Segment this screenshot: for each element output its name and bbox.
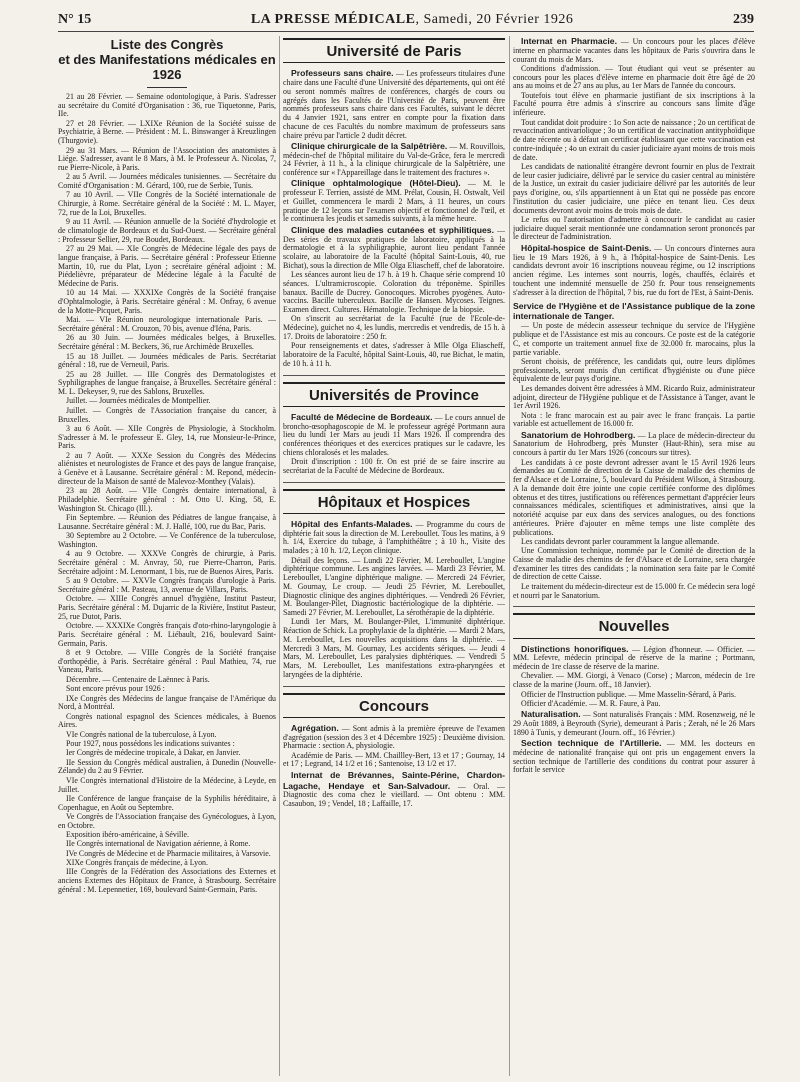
notice-text: — Programme du cours de diphtérie fait sous la direction de M. Lereboullet. Tous les matins, à 9 h. 1/4, Exercice du tubage, à l'amphithéâtre ; à 10 h., Visite des malades ; à 10 h. 1/2, Leçon clinique. xyxy=(283,519,505,556)
notice-heading: Hôpital des Enfants-Malades. xyxy=(291,518,413,529)
notice-text: — Les professeurs titulaires d'une chaire dans une Faculté d'une Université des départements, qui ont été ou seront nommés maîtres de conférences, chargés de cours ou agrégés dans les Facultés de l'Université de Paris, peuvent être nommés professeurs sans chaire dans ces Facultés, suivant le décret du 4 Janvier 1921, sans entrer en compte pour la fixation dans chacune de ces Facultés du nombre maximum de professeurs sans chaire prévu par l'article 2 dudit décret. xyxy=(283,69,505,140)
section-rule xyxy=(513,606,755,607)
notice-paragraph: Pour renseignements et dates, s'adresser à Mlle Olga Eliascheff, laboratoire de la Faculté, hôpital Saint-Louis, 40, rue Bichat, le matin, de 10 h. à 11 h. xyxy=(283,341,505,368)
notice-paragraph: Les demandes doivent être adressées à MM. Ricardo Ruiz, administrateur adjoint, directeur de l'Hygiène publique et de l'Assistance à Tanger, avant le 1er Avril 1926. xyxy=(513,383,755,411)
notice-paragraph: Officier d'Académie. — M. R. Faure, à Pau. xyxy=(521,698,661,708)
notice-heading: Internat de Brévannes, Sainte-Périne, Chardon-Lagache, Hendaye et San-Salvadour. xyxy=(283,769,505,791)
section-title-province: Universités de Province xyxy=(283,382,505,407)
notice-paragraph: On s'inscrit au secrétariat de la Faculté (rue de l'Ecole-de-Médecine), guichet no 4, les lundis, mercredis et vendredis, de 15 h. à 17. Droits de laboratoire : 250 fr. xyxy=(283,314,505,341)
congress-entry: IIe Session du Congrès médical australien, à Dunedin (Nouvelle-Zélande) du 2 au 9 Février. xyxy=(58,757,276,776)
notice-text: — M. le professeur F. Terrien, assisté de MM. Prélat, Cousin, H. Ostwalt, Veil et Guillet, commencera le mardi 2 Mars, à 11 heures, un cours pratique de 12 leçons sur l'examen objectif et fonctionnel de l'œil, et le continuera les jeudis et samedis suivants, à la même heure. xyxy=(283,179,505,224)
notice-text: — Légion d'honneur. — Officier. — MM. Lefevre, médecin principal de réserve de la marine ; Portmann, médecin de 1re classe de réserve de la marine. xyxy=(513,644,755,672)
notice-text: Droit d'inscription : 100 fr. On est prié de se faire inscrire au secrétariat de la Faculté de Médecine de Bordeaux. xyxy=(283,457,505,475)
congress-entry: 23 au 28 Août. — VIIe Congrès dentaire international, à Philadelphie. Secrétaire général : M. Otto U. King, 58, E. Washington St. Chicago (Ill.). xyxy=(58,486,276,513)
congress-entry: Mai. — VIe Réunion neurologique internationale Paris. — Secrétaire général : M. Crouzon, 70 bis, avenue d'Iéna, Paris. xyxy=(58,315,276,334)
column-universities xyxy=(283,36,505,1076)
notice-heading: Section technique de l'Artillerie. xyxy=(521,738,662,749)
congress-entry: Ier Congrès de médecine tropicale, à Dakar, en Janvier. xyxy=(66,748,241,758)
notice-heading: Faculté de Médecine de Bordeaux. xyxy=(291,411,433,422)
notice-text: — M. Rouvillois, médecin-chef de l'hôpital militaire du Val-de-Grâce, fera le mercredi 24 Février, à 11 h., à la clinique chirurgicale de la Salpêtrière, une conférence sur « l'Appareillage dans le traitement des fractures ». xyxy=(283,141,505,178)
congress-entry: Fin Septembre. — Réunion des Pédiatres de langue française, à Lausanne. Secrétaire général : M. J. Hallé, 100, rue du Bac, Paris. xyxy=(58,513,276,531)
column-divider xyxy=(509,36,510,1076)
congress-entry: 26 au 30 Juin. — Journées médicales belges, à Bruxelles. Secrétaire général : M. Beckers, 36, rue Archimède Bruxelles. xyxy=(58,333,276,352)
notice-paragraph: Chevalier. — MM. Giorgi, à Venaco (Corse) ; Marcon, médecin de 1re classe de la marine (Journ. off., 18 Janvier). xyxy=(513,671,755,690)
notice-text: Détail des leçons. — Lundi 22 Février, M. Lereboullet, L'angine diphtérique commune. Les angines larvées. — Mardi 23 Février, M. Lereboullet, L'angine diphtérique maligne. — Mercredi 24 Février, M. Gournay, Le croup. — Jeudi 25 Février, M. Lereboullet, Diagnostic clinique des angines diphtériques. — Vendredi 26 Février, M. Boulanger-Pilet, Diagnostic bactériologique de la diphtérie. — Samedi 27 Février, M. Lereboullet, La sérothérapie de la diphtérie. xyxy=(283,555,505,617)
notice-heading: Sanatorium de Hohrodberg. xyxy=(521,429,636,440)
internat-pharmacie-notice xyxy=(513,36,755,64)
notice-heading: Professeurs sans chaire. xyxy=(291,68,394,79)
notice-text: — Un concours pour les places d'élève interne en pharmacie vacantes dans les hôpitaux de Paris s'ouvrira dans le courant du mois de Mars. xyxy=(513,37,755,64)
agregation-notice xyxy=(283,723,505,751)
congress-entry: 21 au 28 Février. — Semaine odontologique, à Paris. S'adresser au secrétaire du Comité d'Organisation : 36, rue Tiquetonne, Paris, IIe. xyxy=(58,91,276,119)
notice-text: — Un poste de médecin assesseur technique du service de l'Hygiène publique et de l'Assistance est mis au concours. Ce poste est de la catégorie C, et comporte un traitement annuel fixe de 32.000 fr. marocains, plus la partie variable. xyxy=(513,321,755,357)
notice-paragraph: Officier de l'Instruction publique. — Mme Masselin-Sérard, à Paris. xyxy=(521,689,736,699)
congress-entry: Juillet. — Journées médicales de Montpellier. xyxy=(66,396,211,406)
congress-entry: IVe Congrès de Médecine et de Pharmacie militaires, à Varsovie. xyxy=(66,848,271,858)
congress-entry: 25 au 28 Juillet. — IIIe Congrès des Dermatologistes et Syphiligraphes de langue française, à Bruxelles. Secrétaire général : M. L. Dekeyser, 9, rue des Sablons, Bruxelles. xyxy=(58,369,276,397)
issue-number: N° 15 xyxy=(58,12,92,27)
column-congresses xyxy=(58,36,276,1076)
congress-entry: VIe Congrès national de la tuberculose, à Lyon. xyxy=(66,729,217,739)
column-concours-nouvelles xyxy=(513,36,755,1076)
notice-paragraph: Le refus ou l'autorisation d'admettre à concourir le candidat au casier judiciaire duquel serait mentionnée une condamnation seront prononcés par le directeur de l'administration. xyxy=(513,214,755,242)
hohrodberg-notice xyxy=(513,430,755,458)
congress-entry: Juillet. — Congrès de l'Association française du cancer, à Bruxelles. xyxy=(58,405,276,424)
congress-entries xyxy=(58,93,276,895)
notice-text: — Sont naturalisés Français : MM. Rosenzweig, né le 29 Août 1889, à Beyrouth (Syrie), demeurant à Paris ; Zerah, né le 26 Mars 1890 à Tunis, y demeurant (Journ. off., 16 Février.) xyxy=(513,710,755,737)
notice-text: — Sont admis à la première épreuve de l'examen d'agrégation (session des 3 et 4 Décembre 1925) : Deuxième division. Pharmacie : section A, physiologie. xyxy=(283,723,505,751)
section-rule xyxy=(283,375,505,376)
notice-text: Académie de Paris. — MM. Chaillley-Bert, 13 et 17 ; Gournay, 14 et 17 ; Legrand, 14 1/2 et 16 ; Santenoise, 13 1/2 et 17. xyxy=(283,750,505,769)
brevannes-notice xyxy=(283,770,505,809)
notice-text: — La place de médecin-directeur du Sanatorium de Hohrodberg, près Munster (Haut-Rhin), sera mise au concours à partir du 1er Mars 1926 (concours sur titres). xyxy=(513,430,755,458)
section-rule xyxy=(283,482,505,483)
column-divider xyxy=(279,36,280,1076)
notice-paragraph: Seront choisis, de préférence, les candidats qui, outre leurs diplômes professionnels, seront munis d'un certificat d'hygiéniste ou d'une pièce équivalente de leur pays d'origine. xyxy=(513,356,755,384)
notice-heading: Naturalisation. xyxy=(521,709,581,720)
congress-entry: 10 au 14 Mai. — XXXIXe Congrès de la Société française d'Ophtalmologie, à Paris. Secrétaire général : M. Onfray, 6 avenue de la Motte-Picquet, Paris. xyxy=(58,288,276,315)
notice-paragraph: Une Commission technique, nommée par le Comité de direction de la Caisse de maladie des chemins de fer d'Alsace et de Lorraine, sera chargée d'examiner les titres des candidats ; la nomination sera faite par le Comité de direction de cette Caisse. xyxy=(513,546,755,582)
internat-paragraphs xyxy=(513,65,755,242)
notice xyxy=(283,141,505,178)
journal-title xyxy=(251,12,574,28)
congress-entry: IIIe Congrès de la Fédération des Associations des Externes et anciens Externes des Hôpitaux de France, à Strasbourg. Secrétaire général : M. Lepennetier, 169, boulevard Saint-Germain, Paris. xyxy=(58,867,276,894)
journal-name: LA PRESSE MÉDICALE xyxy=(250,12,416,27)
congress-entry: Octobre. — XXXIXe Congrès français d'oto-rhino-laryngologie à Paris. Secrétaire général : M. Liébault, 216, boulevard Saint-Germain, Paris. xyxy=(58,621,276,648)
notice-paragraph: Nota : le franc marocain est au pair avec le franc français. La partie variable est actuellement de 16.000 fr. xyxy=(513,410,755,429)
paris-notices-extra xyxy=(283,271,505,368)
notice-text: — Un concours d'internes aura lieu le 19 Mars 1926, à 9 h., à l'hôpital-hospice de Saint-Denis. Les candidats devront avoir 16 inscriptions nouveau régime, ou 12 inscriptions ancien régime. Les internes sont nourris, logés, chauffés, éclairés et touchent une indemnité mensuelle de 250 fr. Pour tous renseignements s'adresser à la direction de l'hôpital, 7 bis, rue du fort de l'Est, à Saint-Denis. xyxy=(513,243,755,297)
notice-paragraph: Les candidats devront parler couramment la langue allemande. xyxy=(521,536,720,546)
congress-entry: IIe Conférence de langue française de la Syphilis héréditaire, à Copenhague, en Août ou Septembre. xyxy=(58,793,276,812)
congress-entry: 27 au 29 Mai. — XIe Congrès de Médecine légale des pays de langue française, à Paris. — Secrétaire général : Professeur Etienne Martin, 10, rue du Plat, Lyon ; secrétaire général adjoint : M. Piédelièvre, préparateur de Médecine légale à la Faculté de Médecine de Paris. xyxy=(58,244,276,289)
congress-entry: 3 au 6 Août. — XIIe Congrès de Physiologie, à Stockholm. S'adresser à M. le professeur E. Gley, 14, rue Monsieur-le-Prince, Paris. xyxy=(58,423,276,451)
notice-heading: Clinique ophtalmologique (Hôtel-Dieu). xyxy=(291,178,461,189)
notice-text: — Des séries de travaux pratiques de laboratoire, appliqués à la dermatologie et à la syphiligraphie, auront lieu pendant l'année scolaire, au laboratoire de la Faculté (hôpital Saint-Louis, 40, rue Bichat), sous la direction de Mlle Olga Eliascheff, chef de laboratoire. xyxy=(283,225,505,270)
notice-paragraph: Tout candidat doit produire : 1o Son acte de naissance ; 2o un certificat de revaccination antivariolique ; 3o un certificat de vaccination antityphoïdique de date récente ou à défaut un certificat établissant que cette vaccination est contre-indiquée ; 4o un extrait du casier judiciaire ayant moins de trois mois de date. xyxy=(513,117,755,162)
hohrodberg-paragraphs xyxy=(513,459,755,601)
congress-entry: 4 au 9 Octobre. — XXXVe Congrès de chirurgie, à Paris. Secrétaire général : M. Anvray, 50, rue Pierre-Charron, Paris. Secrétaire adjoint : M. Lenormant, 1 bis, rue de Buenos Aires, Paris. xyxy=(58,549,276,576)
notice-text: — Le cours annuel de broncho-œsophagoscopie de M. le professeur agrégé Portmann aura lieu du lundi 1er Mars au jeudi 11 Mars 1926. Il comprendra des conférences théoriques et des exercices pratiques sur le cadavre, les chiens chloralosés et les malades. xyxy=(283,412,505,457)
notice xyxy=(283,225,505,271)
title-line: Liste des Congrès xyxy=(110,37,224,52)
title-rule xyxy=(147,87,187,88)
enfants-malades-notice xyxy=(283,519,505,556)
notice xyxy=(283,178,505,224)
page-number: 239 xyxy=(732,12,754,27)
congress-entry: Ve Congrès de l'Association française des Gynécologues, à Lyon, en Octobre. xyxy=(58,812,276,830)
congress-entry: Congrès national espagnol des Sciences médicales, à Buenos Aires. xyxy=(58,711,276,730)
notice-paragraph: Les candidats à ce poste devront adresser avant le 15 Avril 1926 leurs demandes au Comité de direction de la Caisse de maladie des chemins de fer d'Alsace et de Lorraine, 5, boulevard du Président Wilson, à Strasbourg. A la demande doit être jointe une copie certifiée conforme des diplômes obtenus et des titres, justifications ou références permettant d'apprécier leurs connaissances médicales, scientifiques et administratives, ainsi que la notoriété acquise par eux dans des services analogues, ou des fonctions antérieures. Prière d'ajouter en même temps une liste complète des publications. xyxy=(513,457,755,537)
notice-paragraph: Conditions d'admission. — Tout étudiant qui veut se présenter au concours pour les places d'élève interne en pharmacie doit être âgé de 20 ans au moins et de 27 ans au plus, au 1er Mars de l'année du concours. xyxy=(513,63,755,91)
notice xyxy=(283,68,505,140)
congress-entry: IIe Congrès international de Navigation aérienne, à Rome. xyxy=(66,839,251,849)
title-line: et des Manifestations médicales en 1926 xyxy=(58,51,276,82)
section-title-concours: Concours xyxy=(283,693,505,718)
congress-entry: 30 Septembre au 2 Octobre. — Ve Conférence de la tuberculose, Washington. xyxy=(58,531,276,549)
bordeaux-notice xyxy=(283,412,505,458)
congress-entry: Sont encore prévus pour 1926 : xyxy=(66,684,165,694)
notice-heading: Clinique chirurgicale de la Salpêtrière. xyxy=(291,140,448,151)
naturalisation-notice xyxy=(513,709,755,737)
saint-denis-notice xyxy=(513,243,755,298)
issue-date: , Samedi, 20 Février 1926 xyxy=(415,12,574,27)
congress-entry: Octobre. — XIIIe Congrès annuel d'hygiène, Institut Pasteur, Paris. Secrétaire général : M. Dujarric de la Rivière, Institut Pasteur, 25, rue Dutot, Paris. xyxy=(58,594,276,621)
congress-entry: 2 au 7 Août. — XXXe Session du Congrès des Médecins aliénistes et neurologistes de France et des pays de langue française, à Genève et à Lausanne. Secrétaire général : M. Repond, médecin-directeur de la Maison de santé de Malevoz-Monthey (Valais). xyxy=(58,450,276,486)
congress-entry: Exposition ibéro-américaine, à Séville. xyxy=(66,830,189,840)
congress-entry: XIXe Congrès français de médecine, à Lyon. xyxy=(66,858,208,868)
page-header xyxy=(58,6,754,32)
notice-paragraph: Les séances auront lieu de 17 h. à 19 h. Chaque série comprend 10 séances. L'ultramicroscopie. Coloration du tréponème. Spirilles banaux. Bacille de Ducrey. Gonocoques. Microbes pyogènes. Auto-vaccins. Bacille tuberculeux. Bacille de Hansen. Mycoses. Teignes. Examen direct. Cultures. Hématologie. Technique de la biopsie. xyxy=(283,270,505,315)
artillerie-notice xyxy=(513,738,755,775)
congress-entry: 27 et 28 Février. — LXIXe Réunion de la Société suisse de Psychiatrie, à Berne. — Président : M. L. Binswanger à Kreuzlingen (Thurgovie). xyxy=(58,118,276,146)
congress-entry: 5 au 9 Octobre. — XXVIe Congrès français d'urologie à Paris. Secrétaire général : M. Pasteau, 13, avenue de Villars, Paris. xyxy=(58,576,276,594)
congress-entry: 9 au 11 Avril. — Réunion annuelle de la Société d'hydrologie et de climatologie de Bordeaux et du Sud-Ouest. — Secrétaire général : Professeur Sellier, 29, rue Boudet, Bordeaux. xyxy=(58,217,276,244)
congress-entry: Pour 1927, nous possédons les indications suivantes : xyxy=(66,739,235,749)
section-rule xyxy=(283,686,505,687)
section-title-hopitaux: Hôpitaux et Hospices xyxy=(283,489,505,514)
notice-text: — Oral. — Diagnostic des coma chez le vieillard. — Ont obtenu : MM. Casaubon, 19 ; Vendel, 18 ; Laffaille, 17. xyxy=(283,781,505,809)
notice-heading: Distinctions honorifiques. xyxy=(521,643,629,654)
notice-text: Lundi 1er Mars, M. Boulanger-Pilet, L'immunité diphtérique. Réaction de Schick. La prophylaxie de la diphtérie. — Mardi 2 Mars, M. Lereboullet, Les nouvelles acquisitions dans la diphtérie. — Mercredi 3 Mars, M. Gournay, Les accidents sériques. — Jeudi 4 Mars, M. Lereboullet, Les paralysies diphtériques. — Vendredi 5 Mars, M. Lereboullet, Les manifestations extra-pharyngées et laryngées de la diphtérie. xyxy=(283,617,505,679)
notice-text: — MM. les docteurs en médecine de nationalité française qui ont pris un engagement envers la section technique de l'artillerie des conditions du contrat pour assurer à forfait le service xyxy=(513,739,755,775)
notice-heading: Service de l'Hygiène et de l'Assistance publique de la zone internationale de Tanger. xyxy=(513,301,755,322)
notice-heading: Agrégation. xyxy=(291,722,339,733)
notice-heading: Internat en Pharmacie. xyxy=(521,36,617,46)
tanger-paragraphs xyxy=(513,358,755,429)
congress-entry: 15 au 18 Juillet. — Journées médicales de Paris. Secrétariat général : 18, rue de Verneuil, Paris. xyxy=(58,351,276,370)
paris-notices xyxy=(283,68,505,270)
notice-heading: Hôpital-hospice de Saint-Denis. xyxy=(521,242,652,253)
notice-paragraph: Les candidats de nationalité étrangère devront fournir en plus de l'extrait de leur casier judiciaire, délivré par le service du casier central au ministère de la Justice, un extrait du casier judiciaire délivré par les autorités de leur pays d'origine, ou, s'ils appartiennent à un Etat qui ne possède pas encore l'institution du casier judiciaire, une pièce en tenant lieu. Ces deux documents devront avoir moins de trois mois de date. xyxy=(513,161,755,215)
congress-list-title xyxy=(58,38,276,83)
congress-entry: IXe Congrès des Médecins de langue française de l'Amérique du Nord, à Montréal. xyxy=(58,693,276,712)
distinctions-notice xyxy=(513,644,755,672)
congress-entry: 29 au 31 Mars. — Réunion de l'Association des anatomistes à Liége. S'adresser, avant le 8 Mars, à M. le Professeur A. Nicolas, 7, rue Pierre-Nicole, à Paris. xyxy=(58,145,276,172)
congress-entry: VIe Congrès international d'Histoire de la Médecine, à Leyde, en Juillet. xyxy=(58,775,276,794)
congress-entry: 8 et 9 Octobre. — VIIIe Congrès de la Société française d'orthopédie, à Paris. Secrétaire général : Paul Mathieu, 74, rue Vaneau, Paris. xyxy=(58,647,276,675)
notice-paragraph: Le traitement du médecin-directeur est de 15.000 fr. Ce médecin sera logé et nourri par le Sanatorium. xyxy=(513,581,755,600)
congress-entry: 2 au 5 Avril. — Journées médicales tunisiennes. — Secrétaire du Comité d'Organisation : M. Gérard, 100, rue de Serbie, Tunis. xyxy=(58,172,276,191)
congress-entry: 7 au 10 Avril. — VIIe Congrès de la Société internationale de Chirurgie, à Rome. Secrétaire général de la Société : M. L. Mayer, 72, rue de la Loi, Bruxelles. xyxy=(58,190,276,217)
distinction-paragraphs xyxy=(513,672,755,708)
section-title-paris: Université de Paris xyxy=(283,38,505,63)
notice-paragraph: Toutefois tout élève en pharmacie justifiant de six inscriptions à la Faculté pourra être admis à s'inscrire au concours sans limite d'âge inférieure. xyxy=(513,90,755,118)
notice-heading: Clinique des maladies cutanées et syphilitiques. xyxy=(291,224,494,235)
congress-entry: Décembre. — Centenaire de Laënnec à Paris. xyxy=(66,674,210,684)
section-title-nouvelles: Nouvelles xyxy=(513,613,755,638)
